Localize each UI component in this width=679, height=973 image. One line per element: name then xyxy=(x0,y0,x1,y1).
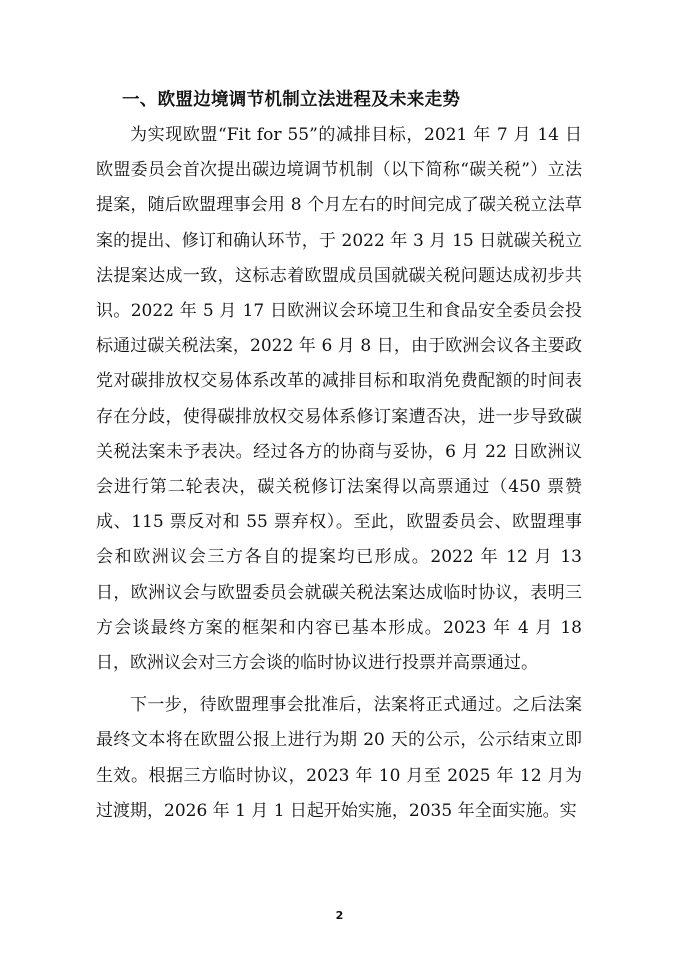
body-paragraph-next-steps: 下一步，待欧盟理事会批准后，法案将正式通过。之后法案最终文本将在欧盟公报上进行为期 20 天的公示，公示结束立即生效。根据三方临时协议，2023 年 10 月至 2025 年 12 月为过渡期，2026 年 1 月 1 日起开始实施，2035 年全面实施。实 xyxy=(96,695,582,821)
body-paragraph-legislative-process: 为实现欧盟“Fit for 55”的减排目标，2021 年 7 月 14 日欧盟委员会首次提出碳边境调节机制（以下简称“碳关税”）立法提案，随后欧盟理事会用 8 个月左右的时间完成了碳关税立法草案的提出、修订和确认环节，于 2022 年 3 月 15 日就碳关税立法提案达成一致，这标志着欧盟成员国就碳关税问题达成初步共识。2022 年 5 月 17 日欧洲议会环境卫生和食品安全委员会投标通过碳关税法案，2022 年 6 月 8 日，由于欧洲会议各主要政党对碳排放权交易体系改革的减排目标和取消免费配额的时间表存在分歧，使得碳排放权交易体系修订案遭否决，进一步导致碳关税法案未予表决。经过各方的协商与妥协，6 月 22 日欧洲议会进行第二轮表决，碳关税修订法案得以高票通过（450 票赞成、115 票反对和 55 票弃权）。至此，欧盟委员会、欧盟理事会和欧洲议会三方各自的提案均已形成。2022 年 12 月 13 日，欧洲议会与欧盟委员会就碳关税法案达成临时协议，表明三方会谈最终方案的框架和内容已基本形成。2023 年 4 月 18 日，欧洲议会对三方会谈的临时协议进行投票并高票通过。 xyxy=(96,125,582,674)
page-number: 2 xyxy=(335,909,344,922)
section-heading: 一、欧盟边境调节机制立法进程及未来走势 xyxy=(122,90,461,110)
page-content xyxy=(96,86,582,829)
